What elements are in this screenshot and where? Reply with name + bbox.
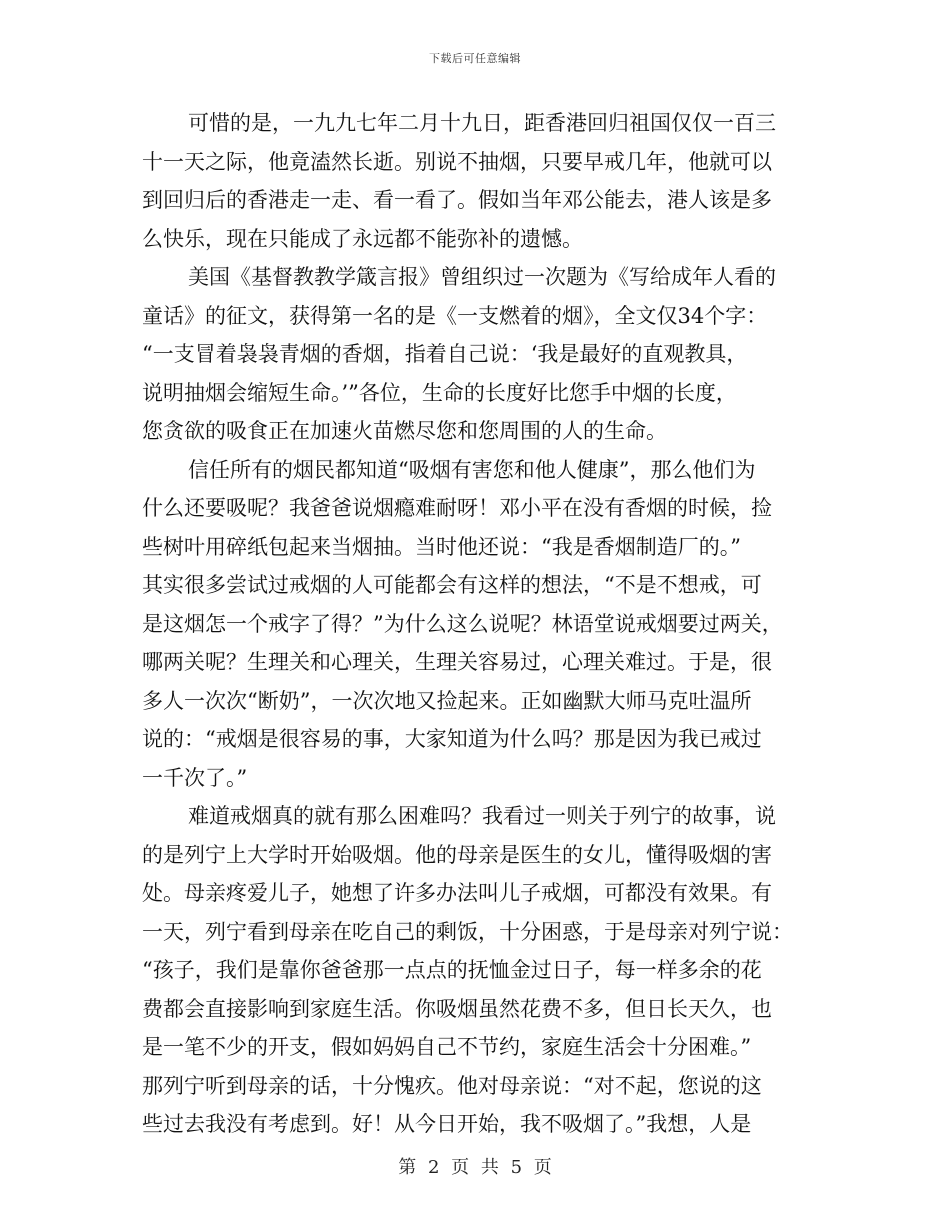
text-line: 什么还要吸呢？我爸爸说烟瘾难耐呀！邓小平在没有香烟的时候，捡 <box>142 496 772 520</box>
text-line: 哪两关呢？生理关和心理关，生理关容易过，心理关难过。于是，很 <box>142 650 772 674</box>
text-line: 多人一次次“断奶”，一次次地又捡起来。正如幽默大师马克吐温所 <box>142 688 752 713</box>
text-line: 些树叶用碎纸包起来当烟抽。当时他还说：“我是香烟制造厂的。” <box>142 534 741 559</box>
text-line: 那列宁听到母亲的话，十分愧疚。他对母亲说：“对不起，您说的这 <box>142 1073 762 1098</box>
text-line: 么快乐，现在只能成了永远都不能弥补的遗憾。 <box>142 226 583 251</box>
text-line: 说明抽烟会缩短生命。’”各位，生命的长度好比您手中烟的长度， <box>142 380 737 405</box>
text-line: 些过去我没有考虑到。好！从今日开始，我不吸烟了。”我想，人是 <box>142 1112 752 1136</box>
text-line: 十一天之际，他竟溘然长逝。别说不抽烟，只要早戒几年，他就可以 <box>142 149 772 174</box>
text-line: 美国《基督教教学箴言报》曾组织过一次题为《写给成年人看的 <box>188 265 776 289</box>
text-line: 一千次了。” <box>142 765 248 790</box>
text-line: 信任所有的烟民都知道“吸烟有害您和他人健康”，那么他们为 <box>188 457 756 482</box>
text-line: 是这烟怎一个戒字了得？”为什么这么说呢？林语堂说戒烟要过两关， <box>142 611 783 636</box>
text-line: “孩子，我们是靠你爸爸那一点点的抚恤金过日子，每一样多余的花 <box>142 958 762 982</box>
text-line: 处。母亲疼爱儿子，她想了许多办法叫儿子戒烟，可都没有效果。有 <box>142 881 772 905</box>
article-body <box>142 104 804 1144</box>
text-line: 说的：“戒烟是很容易的事，大家知道为什么吗？那是因为我已戒过 <box>142 727 762 751</box>
text-line: 可惜的是，一九九七年二月十九日，距香港回归祖国仅仅一百三 <box>188 111 776 135</box>
text-line: 难道戒烟真的就有那么困难吗？我看过一则关于列宁的故事，说 <box>188 804 776 828</box>
page-header-note: 下载后可任意编辑 <box>429 52 521 65</box>
text-line: 您贪欲的吸食正在加速火苗燃尽您和您周围的人的生命。 <box>142 419 667 443</box>
text-line: 童话》的征文，获得第一名的是《一支燃着的烟》，全文仅34个字： <box>142 303 768 328</box>
text-line: “一支冒着袅袅青烟的香烟，指着自己说：‘我是最好的直观教具， <box>142 342 748 366</box>
text-line: 是一笔不少的开支，假如妈妈自己不节约，家庭生活会十分困难。” <box>142 1035 752 1059</box>
text-line: 到回归后的香港走一走、看一看了。假如当年邓公能去，港人该是多 <box>142 188 772 212</box>
text-line: 其实很多尝试过戒烟的人可能都会有这样的想法，“不是不想戒，可 <box>142 573 762 597</box>
text-line: 的是列宁上大学时开始吸烟。他的母亲是医生的女儿，懂得吸烟的害 <box>142 842 772 867</box>
text-line: 费都会直接影响到家庭生活。你吸烟虽然花费不多，但日长天久，也 <box>142 996 772 1021</box>
text-line: 一天，列宁看到母亲在吃自己的剩饭，十分困惑，于是母亲对列宁说： <box>142 919 793 944</box>
page-number-footer: 第 2 页 共 5 页 <box>398 1157 552 1178</box>
